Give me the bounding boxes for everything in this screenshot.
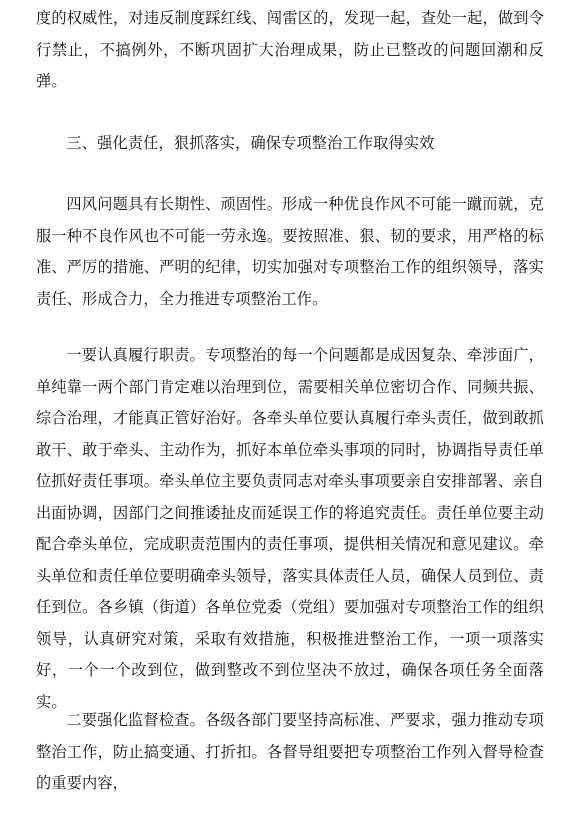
paragraph-duties: 一要认真履行职责。专项整治的每一个问题都是成因复杂、牵涉面广，单纯靠一两个部门肯定难以治理到位，需要相关单位密切合作、同频共振、综合治理，才能真正管好治好。各牵头单位要认真履行牵头责任，做到敢抓敢干、敢于牵头、主动作为，抓好本单位牵头事项的同时，协调指导责任单位抓好责任事项。牵头单位主要负责同志对牵头事项要亲自安排部署、亲自出面协调，因部门之间推诿扯皮而延误工作的将追究责任。责任单位要主动配合牵头单位，完成职责范围内的责任事项，提供相关情况和意见建议。牵头单位和责任单位要明确牵头领导，落实具体责任人员，确保人员到位、责任到位。各乡镇（街道）各单位党委（党组）要加强对专项整治工作的组织领导，认真研究对策，采取有效措施，积极推进整治工作，一项一项落实好，一个一个改到位，做到整改不到位坚决不放过，确保各项任务全面落实。 bbox=[36, 346, 544, 711]
section-heading-3: 三、强化责任，狠抓落实，确保专项整治工作取得实效 bbox=[66, 134, 435, 152]
paragraph-four-winds: 四风问题具有长期性、顽固性。形成一种优良作风不可能一蹴而就，克服一种不良作风也不可能一劳永逸。要按照准、狠、韧的要求，用严格的标准、严厉的措施、严明的纪律，切实加强对专项整治工作的组织领导，落实责任、形成合力，全力推进专项整治工作。 bbox=[36, 195, 544, 308]
paragraph-supervision: 二要强化监督检查。各级各部门要坚持高标准、严要求，强力推动专项整治工作，防止搞变通、打折扣。各督导组要把专项整治工作列入督导检查的重要内容， bbox=[36, 711, 544, 792]
paragraph-continuation: 度的权威性，对违反制度踩红线、闯雷区的，发现一起，查处一起，做到令行禁止，不搞例外，不断巩固扩大治理成果，防止已整改的问题回潮和反弹。 bbox=[36, 9, 544, 90]
